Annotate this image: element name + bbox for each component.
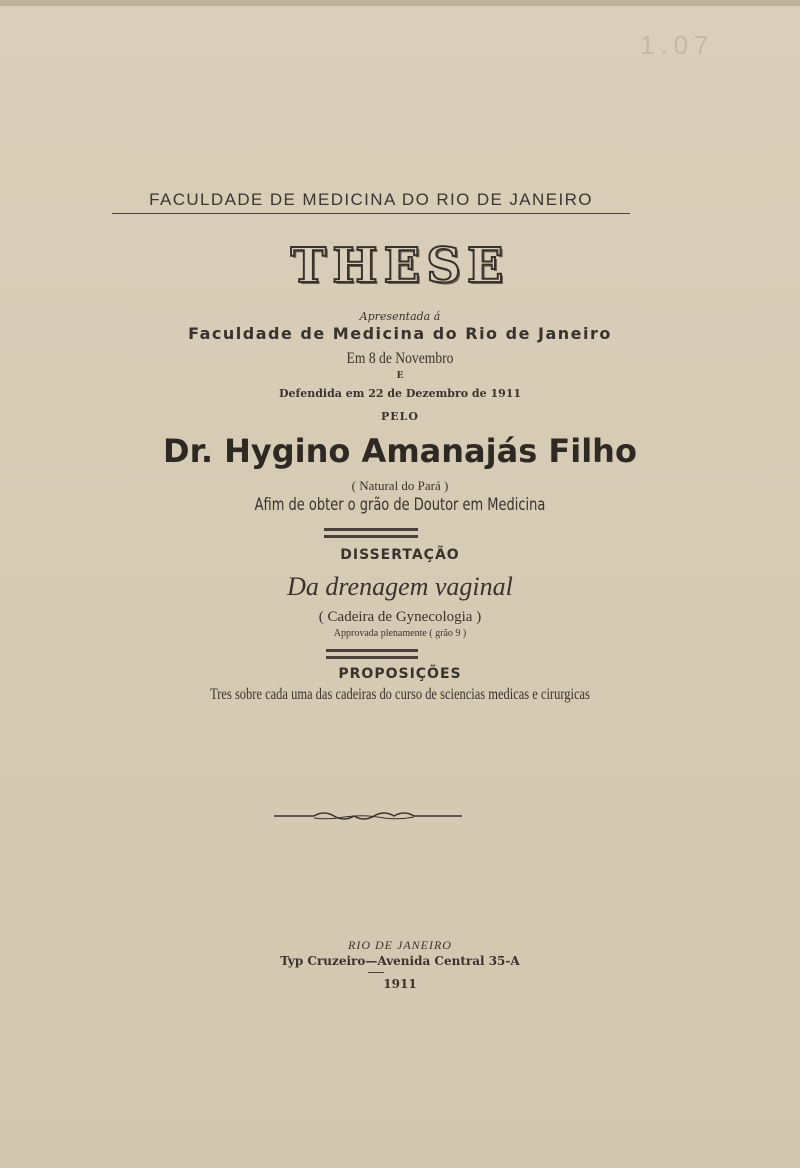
imprint-rule: [368, 972, 384, 973]
institution-line: Faculdade de Medicina do Rio de Janeiro: [188, 324, 612, 343]
double-rule-2-top: [326, 649, 418, 652]
imprint-printer: Typ Cruzeiro—Avenida Central 35-A: [280, 954, 520, 968]
double-rule-1-top: [324, 528, 418, 531]
faculty-underline: [112, 213, 630, 214]
double-rule-2-bottom: [326, 656, 418, 659]
faculty-heading: FACULDADE DE MEDICINA DO RIO DE JANEIRO: [149, 190, 593, 209]
imprint-year: 1911: [383, 977, 417, 991]
imprint-city: RIO DE JANEIRO: [348, 938, 452, 952]
defended-date: Defendida em 22 de Dezembro de 1911: [278, 387, 522, 400]
author-origin: ( Natural do Pará ): [351, 478, 449, 493]
page-edge: [0, 0, 800, 6]
conjunction: E: [396, 371, 404, 381]
author-name: Dr. Hygino Amanajás Filho: [163, 432, 637, 470]
propositions-label: PROPOSIÇÕES: [338, 666, 462, 682]
document-type-title: THESE: [290, 238, 510, 294]
double-rule-1-bottom: [324, 535, 418, 538]
presented-line: Apresentada á: [359, 310, 441, 323]
dissertation-approval: Approvada plenamente ( grão 9 ): [333, 628, 467, 639]
dissertation-label: DISSERTAÇÃO: [340, 547, 460, 563]
by-line: PELO: [381, 410, 419, 423]
propositions-text: Tres sobre cada uma das cadeiras do curso de sciencias medicas e cirurgicas: [210, 686, 590, 703]
dissertation-title: Da drenagem vaginal: [287, 572, 513, 601]
presented-date: Em 8 de Novembro: [346, 350, 454, 367]
degree-purpose: Afim de obter o grão de Doutor em Medicina: [254, 495, 546, 515]
dissertation-chair: ( Cadeira de Gynecologia ): [318, 609, 482, 625]
pencil-annotation: 1.07: [640, 30, 715, 60]
ornamental-divider: [274, 808, 462, 824]
